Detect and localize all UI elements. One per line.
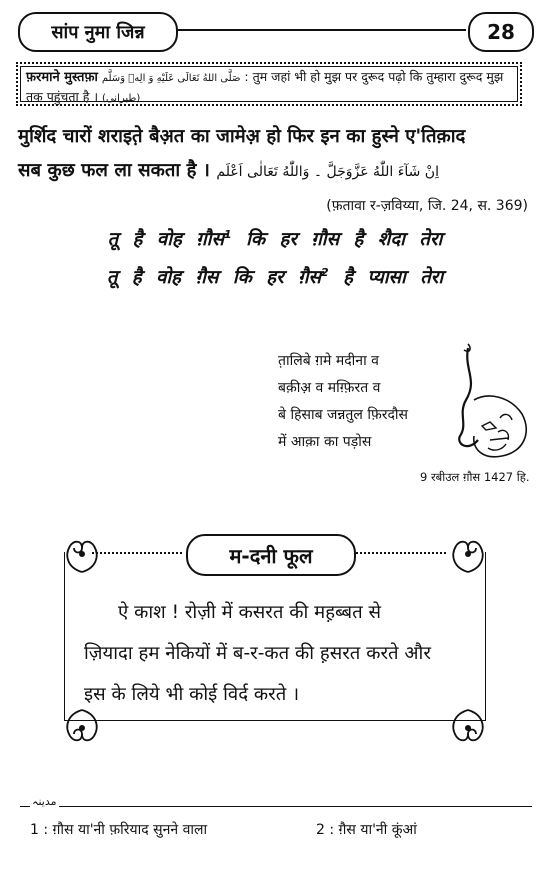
footnote-2: 2 : ग़ैस या'नी कूंआं <box>316 822 417 838</box>
main-line-2-text: सब कुछ फल ला सकता है । <box>18 160 210 181</box>
main-line-1: मुर्शिद चारों शराइत़े बैअ़त का जामेअ़ हो फिर इन का हुस्ने ए'तिक़ाद <box>18 126 466 147</box>
arabic-phrase: اِنْ شَآءَ اللّٰهُ عَزَّوَجَلَّ ۔ وَاللّٰهُ تَعَالٰی اَعْلَم <box>216 164 439 180</box>
signature-date: 9 रबीउल ग़ौस 1427 हि. <box>420 470 530 484</box>
farmaan-source: (طبرانی) <box>102 93 141 104</box>
footnote-ref-2: 2 <box>321 265 329 279</box>
signature-line-2: बक़ीअ़ व मग़्फ़िरत व <box>278 380 381 396</box>
verse-1 <box>0 226 550 251</box>
calligraphy-signature <box>438 340 534 462</box>
corner-ornament-top-left <box>60 532 104 576</box>
arabic-salutation: صَلَّى اللهُ تَعَالَى عَلَيْهِ وَ الِهٖ وَسَلَّم <box>101 73 241 84</box>
verse-1-pre: तू है वोह ग़ौस <box>107 229 224 250</box>
main-paragraph <box>18 120 530 189</box>
dotted-rule-left <box>92 552 182 554</box>
footnote-ref-1: 1 <box>223 227 232 241</box>
farmaan-text: : तुम जहां भी हो मुझ पर दुरूद पढ़ो कि तुम्हारा दुरूद मुझ तक पहुंचता है । <box>26 69 504 104</box>
dotted-rule-right <box>356 552 446 554</box>
verse-2-pre: तू है वोह ग़ैस कि हर ग़ैस <box>106 267 322 288</box>
phool-line-1 <box>84 592 474 633</box>
signature-line-4: में आक़ा का पड़ोस <box>278 434 372 450</box>
phool-line-2: ज़ियादा हम नेकियों में ब-र-कत की ह़सरत करते और <box>84 643 431 664</box>
page-number: 28 <box>468 12 534 52</box>
footnote-mark: مدینہ <box>32 795 57 808</box>
footnote-1: 1 : ग़ौस या'नी फ़रियाद सुनने वाला <box>30 822 208 838</box>
book-title: सांप नुमा जिन्न <box>18 12 178 52</box>
verse-1-post: कि हर ग़ौस है शैदा तेरा <box>246 229 443 250</box>
signature-text <box>278 348 408 456</box>
madani-phool-title: म-दनी फूल <box>186 534 356 576</box>
phool-line-3: इस के लिये भी कोई विर्द करते । <box>84 684 300 705</box>
reference: (फ़तावा र-ज़विय्या, जि. 24, स. 369) <box>326 198 528 214</box>
madani-phool-text <box>84 592 474 715</box>
signature-line-3: बे हिसाब जन्नतुल फ़िरदौस <box>278 407 408 423</box>
footnote-rule <box>20 806 532 807</box>
corner-ornament-top-right <box>446 532 490 576</box>
signature-line-1: त़ालिबे ग़मे मदीना व <box>278 353 379 369</box>
farmaan-label: फ़रमाने मुस्तफ़ा <box>26 70 98 85</box>
farmaan-box <box>16 62 522 106</box>
main-line-2 <box>18 154 530 189</box>
verse-2 <box>0 264 550 289</box>
header-rule <box>176 29 466 31</box>
verse-2-post: है प्यासा तेरा <box>343 267 444 288</box>
phool-line-1-text: ऐ काश ! रोज़ी में कसरत की मह़ब्बत से <box>118 602 382 623</box>
